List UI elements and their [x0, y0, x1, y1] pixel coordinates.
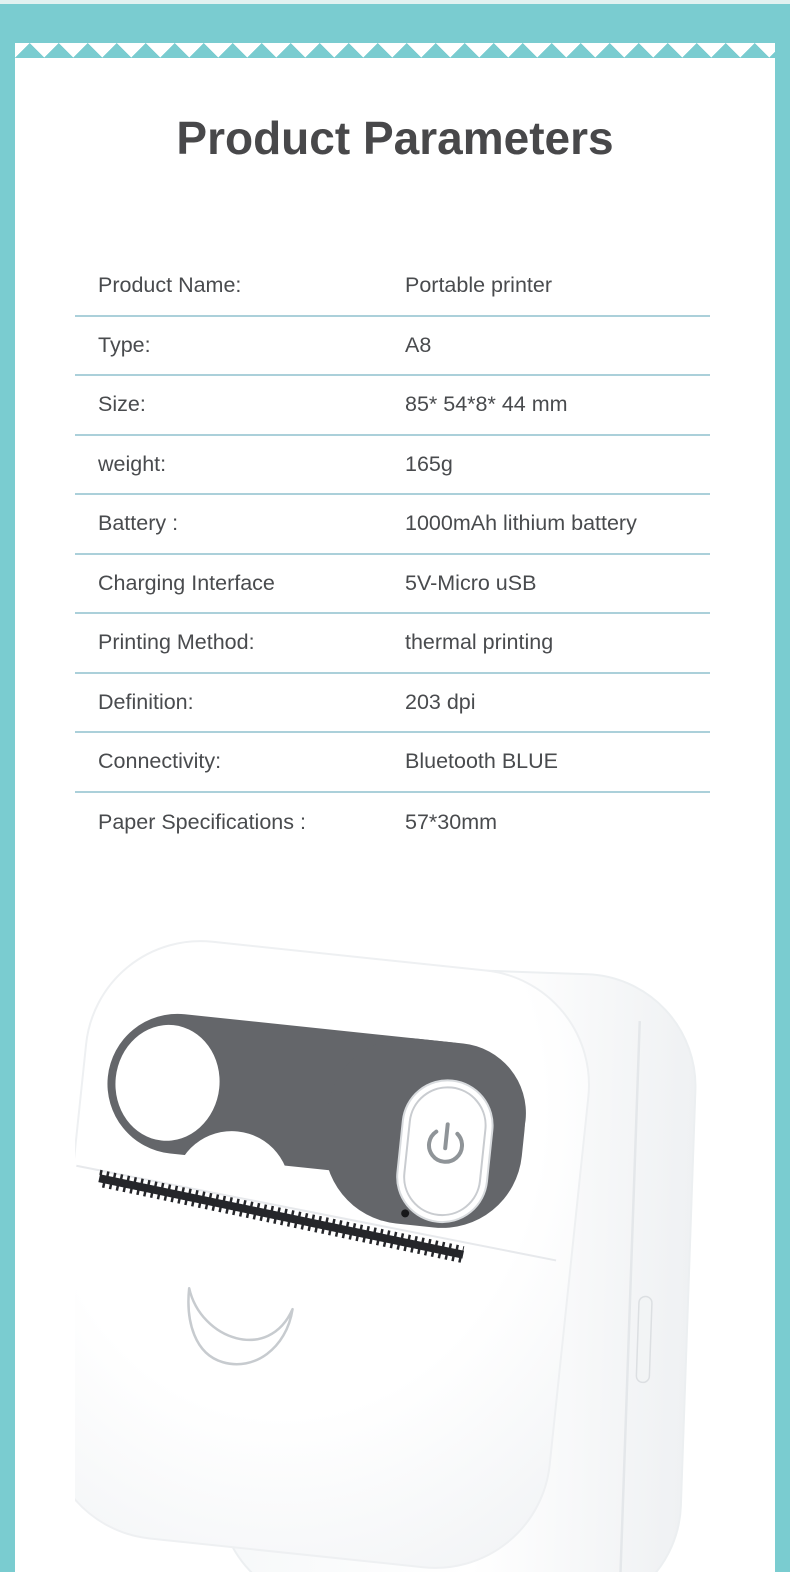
spec-row-size	[75, 376, 710, 436]
spec-value: 203 dpi	[405, 689, 476, 714]
zigzag-paper-edge	[15, 43, 775, 58]
spec-row-type	[75, 317, 710, 377]
printer-front-body	[75, 940, 600, 1572]
spec-value: Bluetooth BLUE	[405, 749, 558, 774]
spec-value: 165g	[405, 451, 453, 476]
spec-label: Type:	[98, 332, 151, 357]
spec-value: 1000mAh lithium battery	[405, 511, 637, 536]
spec-row-battery	[75, 495, 710, 555]
page-title: Product Parameters	[176, 112, 614, 164]
spec-value: 5V-Micro uSB	[405, 570, 537, 595]
spec-label: weight:	[98, 451, 167, 476]
spec-row-definition	[75, 674, 710, 734]
spec-value: thermal printing	[405, 630, 554, 655]
spec-label: Charging Interface	[98, 570, 275, 595]
spec-label: Battery :	[98, 511, 179, 536]
spec-row-charging-interface	[75, 555, 710, 615]
spec-row-connectivity	[75, 733, 710, 793]
spec-label: Size:	[98, 392, 146, 417]
spec-row-paper-specifications	[75, 793, 710, 853]
top-strip	[0, 0, 790, 4]
spec-label: Printing Method:	[98, 630, 255, 655]
spec-row-product-name	[75, 257, 710, 317]
spec-label: Connectivity:	[98, 749, 222, 774]
spec-label: Definition:	[98, 689, 194, 714]
spec-value: 85* 54*8* 44 mm	[405, 392, 568, 417]
portable-printer-illustration	[75, 940, 715, 1572]
side-slot	[636, 1296, 652, 1382]
spec-label: Product Name:	[98, 273, 242, 298]
spec-value: A8	[405, 332, 432, 357]
spec-value: 57*30mm	[405, 809, 498, 834]
spec-row-weight	[75, 436, 710, 496]
spec-value: Portable printer	[405, 273, 552, 298]
spec-label: Paper Specifications :	[98, 809, 306, 834]
spec-row-printing-method	[75, 614, 710, 674]
printer-photo	[75, 940, 715, 1572]
spec-table	[75, 257, 710, 852]
